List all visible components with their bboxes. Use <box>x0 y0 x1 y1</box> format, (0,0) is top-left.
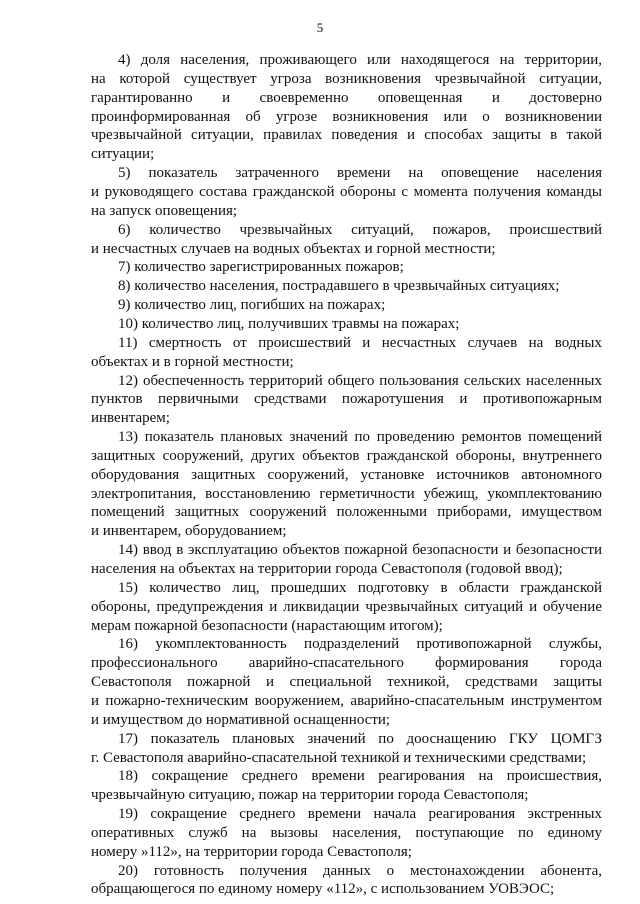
text-line: обращающегося по единому номеру «112», с использованием УОВЭОС; <box>91 881 555 898</box>
text-line: 4) доля населения, проживающего или находящегося на территории, <box>118 52 602 68</box>
text-line: чрезвычайную ситуацию, пожар на территории города Севастополя; <box>91 787 529 804</box>
text-line: 13) показатель плановых значений по проведению ремонтов помещений <box>118 429 602 445</box>
text-line: гарантированно и своевременно оповещенная и достоверно <box>91 89 602 106</box>
text-line: на которой существует угроза возникновения чрезвычайной ситуации, <box>91 70 602 87</box>
text-line: 5) показатель затраченного времени на оповещение населения <box>118 165 602 182</box>
text-line: и несчастных случаев на водных объектах и горной местности; <box>91 240 496 257</box>
text-line: ситуации; <box>91 146 155 163</box>
text-line: объектах и в горной местности; <box>91 353 294 370</box>
text-line: 15) количество лиц, прошедших подготовку в области гражданской <box>118 579 602 596</box>
text-line: 11) смертность от происшествий и несчастных случаев на водных <box>118 334 602 351</box>
page-number: 5 <box>316 20 324 35</box>
text-line: пунктов первичными средствами пожаротушения и противопожарным <box>91 391 602 408</box>
text-line: 19) сокращение среднего времени начала реагирования экстренных <box>118 806 602 822</box>
text-line: и пожарно-техническим вооружением, аварийно-спасательным инструментом <box>91 692 602 709</box>
text-line: 14) ввод в эксплуатацию объектов пожарной безопасности и безопасности <box>118 542 602 559</box>
text-line: оборудования защитных сооружений, установке источников автономного <box>91 466 602 483</box>
text-line: и имуществом до нормативной оснащенности; <box>91 711 391 728</box>
text-line: 6) количество чрезвычайных ситуаций, пожаров, происшествий <box>118 221 602 238</box>
text-line: на запуск оповещения; <box>91 202 238 219</box>
text-line: мерам пожарной безопасности (нарастающим итогом); <box>91 617 443 634</box>
text-line: 9) количество лиц, погибших на пожарах; <box>118 297 386 314</box>
text-line: оперативных служб на вызовы населения, поступающие по единому <box>91 824 602 841</box>
text-line: и инвентарем, оборудованием; <box>91 523 287 540</box>
text-line: проинформированная об угрозе возникновения или о возникновении <box>91 108 602 125</box>
text-line: чрезвычайной ситуации, правилах поведения и способах защиты в такой <box>91 127 602 144</box>
text-line: инвентарем; <box>91 410 170 427</box>
text-line: 8) количество населения, пострадавшего в чрезвычайных ситуациях; <box>118 278 560 295</box>
text-line: 7) количество зарегистрированных пожаров; <box>118 259 404 276</box>
text-line: 10) количество лиц, получивших травмы на пожарах; <box>118 315 460 332</box>
text-line: помещений защитных сооружений положенными приборами, имуществом <box>91 504 602 521</box>
text-line: г. Севастополя аварийно-спасательной техникой и техническими средствами; <box>91 749 587 766</box>
text-line: профессионального аварийно-спасательного формирования города <box>91 655 602 672</box>
text-line: защитных сооружений, других объектов гражданской обороны, внутреннего <box>91 447 602 464</box>
text-line: населения на объектах на территории города Севастополя (годовой ввод); <box>91 561 563 577</box>
text-line: 20) готовность получения данных о местонахождении абонента, <box>118 862 602 879</box>
text-line: номеру »112», на территории города Севастополя; <box>91 843 412 860</box>
text-line: 16) укомплектованность подразделений противопожарной службы, <box>118 636 602 653</box>
text-line: электропитания, восстановлению герметичности убежищ, укомплектованию <box>91 485 602 502</box>
text-line: Севастополя пожарной и специальной техникой, средствами защиты <box>91 674 602 691</box>
text-line: обороны, предупреждения и ликвидации чрезвычайных ситуаций и обучение <box>91 598 602 615</box>
text-line: 18) сокращение среднего времени реагирования на происшествия, <box>118 768 602 785</box>
text-line: 12) обеспеченность территорий общего пользования сельских населенных <box>118 372 602 389</box>
text-line: 17) показатель плановых значений по дооснащению ГКУ ЦОМГЗ <box>118 730 602 747</box>
text-line: и руководящего состава гражданской обороны с момента получения команды <box>91 184 602 200</box>
